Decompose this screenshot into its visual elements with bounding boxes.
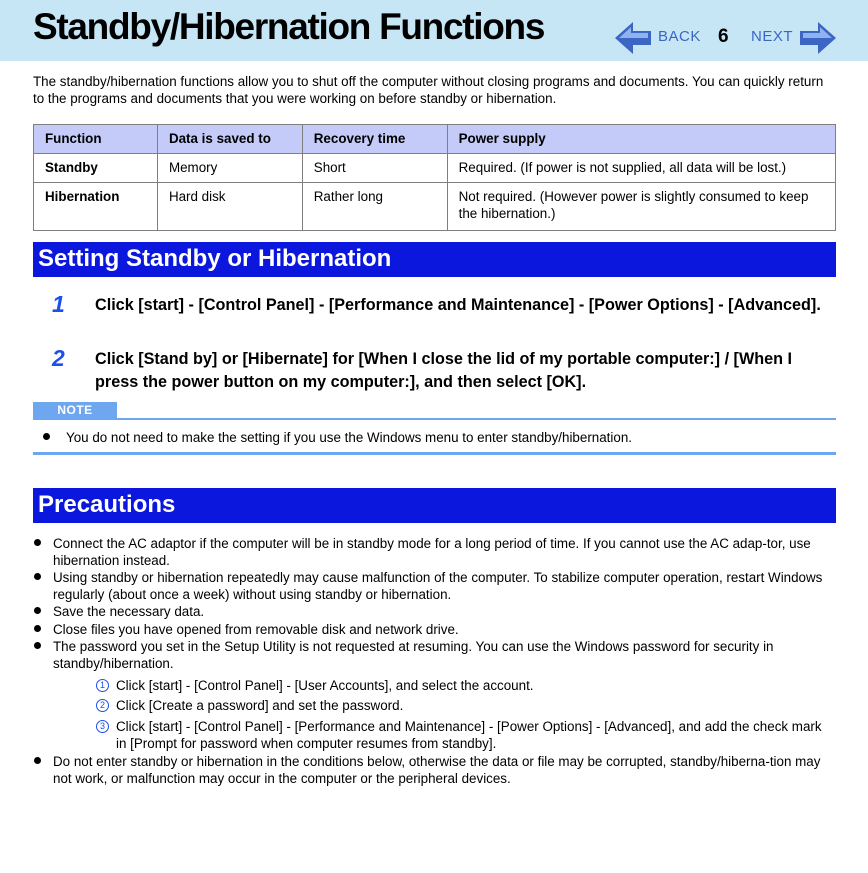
table-cell: Memory — [157, 154, 302, 183]
table-header-row — [34, 125, 836, 154]
table-cell: Hard disk — [157, 183, 302, 231]
bullet-icon — [34, 757, 41, 764]
note-divider — [33, 452, 836, 455]
table-row — [34, 154, 836, 183]
table-cell: Short — [302, 154, 447, 183]
table-header-cell: Data is saved to — [157, 125, 302, 154]
back-label: BACK — [658, 28, 701, 45]
table-cell: Hibernation — [34, 183, 158, 231]
page-header — [0, 0, 868, 61]
section-heading-setting: Setting Standby or Hibernation — [33, 242, 836, 277]
sub-step-text: Click [Create a password] and set the password. — [116, 698, 404, 713]
step-number: 2 — [52, 345, 65, 371]
precaution-item: Using standby or hibernation repeatedly may cause malfunction of the computer. To stabilize computer operation, restart Windows regularly (about once a week) without using standby or hibernation. — [53, 570, 823, 602]
circled-number-icon: 2 — [96, 699, 109, 712]
table-cell: Required. (If power is not supplied, all data will be lost.) — [447, 154, 835, 183]
page-number: 6 — [718, 26, 729, 47]
precaution-item: Do not enter standby or hibernation in the conditions below, otherwise the data or file may be corrupted, standby/hiberna-tion may not work, or malfunction may occur in the computer or the peripheral devices. — [53, 754, 821, 786]
precaution-item: Connect the AC adaptor if the computer will be in standby mode for a long period of time. If you cannot use the AC adap-tor, use hibernation instead. — [53, 536, 811, 568]
step-text: Click [Stand by] or [Hibernate] for [When I close the lid of my portable computer:] / [When I press the power button on my computer:], and then select [OK]. — [95, 350, 793, 391]
bullet-icon — [34, 573, 41, 580]
table-cell: Not required. (However power is slightly consumed to keep the hibernation.) — [447, 183, 835, 231]
bullet-icon — [34, 539, 41, 546]
step-number: 1 — [52, 291, 65, 317]
circled-number-icon: 1 — [96, 679, 109, 692]
arrow-left-icon — [613, 20, 653, 56]
page-title: Standby/Hibernation Functions — [33, 6, 545, 47]
next-label: NEXT — [751, 28, 794, 45]
step-text: Click [start] - [Control Panel] - [Performance and Maintenance] - [Power Options] - [Advanced]. — [95, 296, 821, 314]
table-header-cell: Function — [34, 125, 158, 154]
table-row — [34, 183, 836, 231]
next-button[interactable] — [750, 20, 838, 56]
note-item: You do not need to make the setting if you use the Windows menu to enter standby/hibernation. — [66, 430, 632, 445]
table-header-cell: Power supply — [447, 125, 835, 154]
intro-paragraph: The standby/hibernation functions allow you to shut off the computer without closing programs and documents. You can quickly return to the programs and documents that you were working on before standby or hibernation. — [33, 74, 824, 106]
bullet-icon — [43, 433, 50, 440]
bullet-icon — [34, 642, 41, 649]
table-cell: Standby — [34, 154, 158, 183]
back-button[interactable] — [613, 20, 703, 56]
precaution-item: Close files you have opened from removable disk and network drive. — [53, 622, 459, 637]
precaution-item: The password you set in the Setup Utility is not requested at resuming. You can use the Windows password for security in standby/hibernation. — [53, 639, 774, 671]
note-label: NOTE — [33, 402, 117, 419]
sub-step-text: Click [start] - [Control Panel] - [Performance and Maintenance] - [Power Options] - [Advanced], and add the check mark in [Prompt for password when computer resumes from standby]. — [116, 719, 822, 751]
table-header-cell: Recovery time — [302, 125, 447, 154]
bullet-icon — [34, 607, 41, 614]
circled-number-icon: 3 — [96, 720, 109, 733]
function-table — [33, 124, 836, 231]
arrow-right-icon — [798, 20, 838, 56]
note-divider — [33, 418, 836, 420]
table-cell: Rather long — [302, 183, 447, 231]
section-heading-precautions: Precautions — [33, 488, 836, 523]
sub-step-text: Click [start] - [Control Panel] - [User Accounts], and select the account. — [116, 678, 534, 693]
bullet-icon — [34, 625, 41, 632]
precaution-item: Save the necessary data. — [53, 604, 205, 619]
